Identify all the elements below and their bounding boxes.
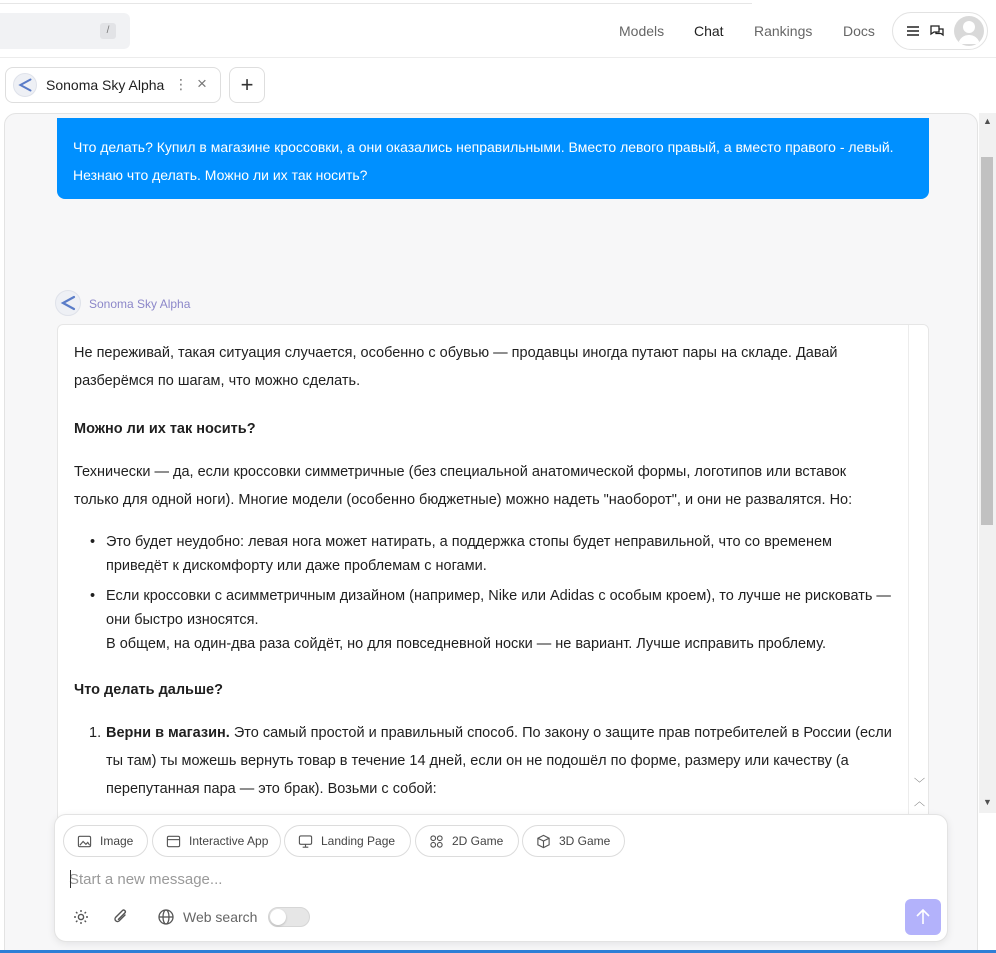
message-input[interactable] xyxy=(69,867,909,891)
model-name: Sonoma Sky Alpha xyxy=(89,297,191,311)
page-scrollbar[interactable] xyxy=(979,113,996,813)
model-logo-icon xyxy=(13,73,37,97)
menu-icon[interactable] xyxy=(905,23,921,39)
cube-icon xyxy=(536,834,551,849)
answer-bullet-list xyxy=(74,530,894,656)
toggle-knob xyxy=(270,909,286,925)
chip-label: 2D Game xyxy=(452,834,504,848)
globe-icon[interactable] xyxy=(156,907,176,927)
list-item: • Если кроссовки с асимметричным дизайном (например, Nike или Adidas с особым кроем), то лучше не рисковать — они быстро износятся. В общем, на один-два раза сойдёт, но для повседневной носки — не вариант. Лучше исправить проблему. xyxy=(90,588,891,652)
chip-label: Landing Page xyxy=(321,834,396,848)
chip-2d-game[interactable] xyxy=(415,825,519,857)
search-box[interactable] xyxy=(0,13,130,49)
search-shortcut-key: / xyxy=(100,23,116,39)
chat-bubbles-icon[interactable] xyxy=(929,23,945,39)
paperclip-icon[interactable] xyxy=(111,907,131,927)
chip-label: Interactive App xyxy=(189,834,269,848)
web-search-toggle[interactable] xyxy=(268,907,310,927)
answer-paragraph-1: Технически — да, если кроссовки симметричные (без специальной анатомической формы, логотипов или вставок только для одной ноги). Многие модели (особенно бюджетные) можно надеть "наоборот", и они не развалятся. Но: xyxy=(74,464,853,508)
answer-heading-2: Что делать дальше? xyxy=(74,682,223,698)
chip-interactive-app[interactable] xyxy=(152,825,281,857)
scroll-up-arrow-icon[interactable]: ▲ xyxy=(983,116,992,126)
step-text: Это самый простой и правильный способ. По закону о защите прав потребителей в России (если ты там) ты можешь вернуть товар в течение 14 дней, если он не подошёл по форме, размеру или качеству (а перепутанная пара — это брак). Возьми с собой: xyxy=(106,725,892,797)
step-bold-text: Верни в магазин. xyxy=(106,725,230,741)
user-avatar[interactable] xyxy=(954,16,984,46)
chip-landing-page[interactable] xyxy=(284,825,411,857)
nav-docs[interactable]: Docs xyxy=(843,23,875,39)
nav-rankings[interactable]: Rankings xyxy=(754,23,813,39)
scroll-down-arrow-icon[interactable]: ▼ xyxy=(983,797,992,807)
chip-image[interactable] xyxy=(63,825,148,857)
tab-label: Sonoma Sky Alpha xyxy=(46,77,165,93)
chip-label: Image xyxy=(100,834,134,848)
tab-close-icon[interactable]: × xyxy=(197,74,207,93)
answer-scroll-controls xyxy=(908,325,928,824)
avatar-placeholder-icon xyxy=(954,16,984,46)
text-caret xyxy=(70,870,71,888)
chat-panel xyxy=(4,113,978,953)
answer-content xyxy=(74,339,894,803)
answer-step-1 xyxy=(74,719,894,803)
monitor-icon xyxy=(298,834,313,849)
image-icon xyxy=(77,834,92,849)
share-arrow-icon xyxy=(14,74,36,96)
assistant-answer xyxy=(57,324,929,824)
arrow-up-icon xyxy=(905,899,941,935)
list-item: • Это будет неудобно: левая нога может натирать, а поддержка стопы будет неправильной, что со временем приведёт к дискомфорту или даже проблемам с ногами. xyxy=(90,534,833,574)
message-composer xyxy=(54,814,948,942)
account-actions xyxy=(892,12,988,50)
grid-icon xyxy=(429,834,444,849)
tab-sonoma-sky-alpha[interactable] xyxy=(5,67,221,103)
share-arrow-icon xyxy=(56,291,80,315)
step-number: 1. xyxy=(89,725,102,741)
tab-more-icon[interactable]: ⋮ xyxy=(174,76,188,92)
add-tab-button[interactable]: + xyxy=(229,67,265,103)
web-search-label: Web search xyxy=(183,909,258,925)
gear-icon[interactable] xyxy=(71,907,91,927)
bullet-tail-text: В общем, на один-два раза сойдёт, но для повседневной носки — не вариант. Лучше исправить проблему. xyxy=(106,636,826,652)
chip-label: 3D Game xyxy=(559,834,611,848)
chevron-up-icon[interactable]: ︿ xyxy=(914,796,925,808)
send-button[interactable] xyxy=(905,899,941,935)
answer-intro: Не переживай, такая ситуация случается, особенно с обувью — продавцы иногда путают пары на складе. Давай разберёмся по шагам, что можно сделать. xyxy=(74,345,838,389)
bullet-text: Если кроссовки с асимметричным дизайном (например, Nike или Adidas с особым кроем), то лучше не рисковать — они быстро износятся. xyxy=(106,588,891,628)
nav-models[interactable]: Models xyxy=(619,23,665,39)
top-bar xyxy=(0,4,996,58)
chip-3d-game[interactable] xyxy=(522,825,625,857)
scrollbar-thumb[interactable] xyxy=(981,157,993,525)
app-window-icon xyxy=(166,834,181,849)
nav-chat[interactable]: Chat xyxy=(694,23,724,39)
user-message: Что делать? Купил в магазине кроссовки, а они оказались неправильными. Вместо левого правый, а вместо правого - левый. Незнаю что делать. Можно ли их так носить? xyxy=(57,118,929,199)
chevron-down-icon[interactable]: ﹀ xyxy=(914,778,925,790)
model-logo-icon xyxy=(55,290,81,316)
answer-heading-1: Можно ли их так носить? xyxy=(74,421,256,437)
bullet-text: Это будет неудобно: левая нога может натирать, а поддержка стопы будет неправильной, что со временем приведёт к дискомфорту или даже проблемам с ногами. xyxy=(106,534,833,574)
